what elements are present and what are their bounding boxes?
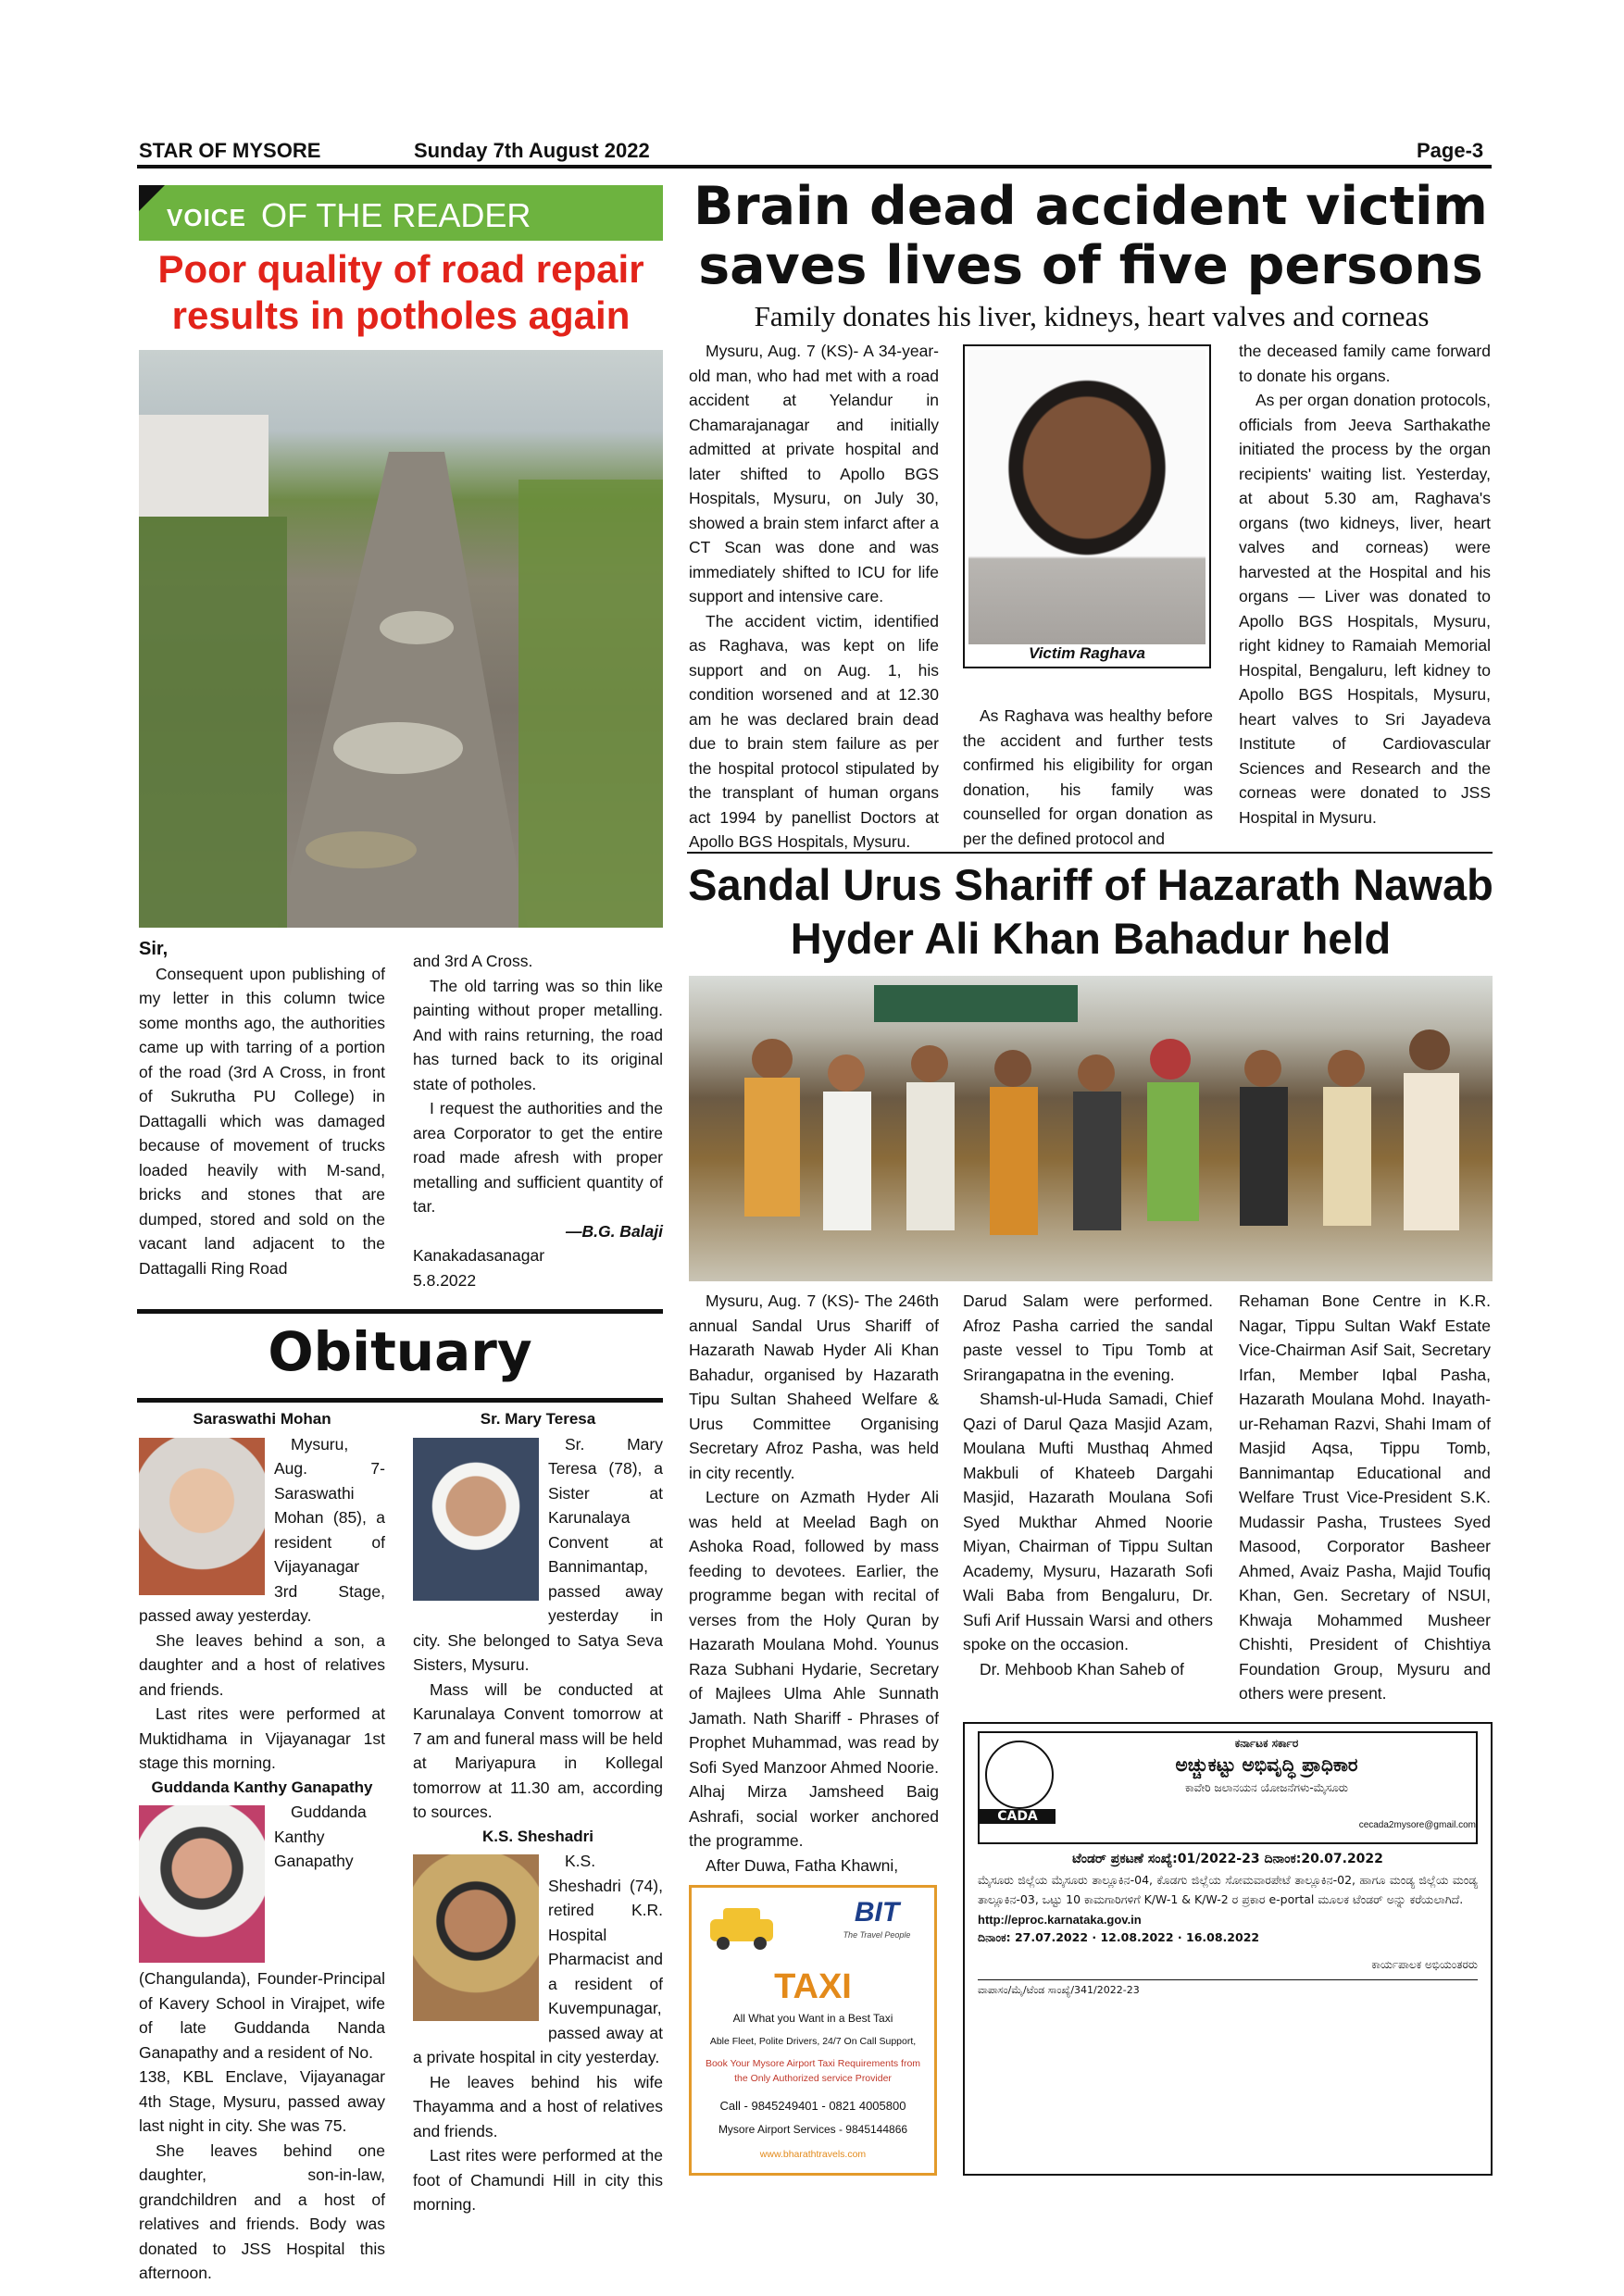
tender-ref: ವಾಪಾಸಂ/ಮೈ/ಟೆಂಡ ಸಾಂಖ್ಯೆ/341/2022-23 — [978, 1979, 1478, 1997]
taxi-web: www.bharathtravels.com — [759, 2149, 867, 2160]
voice-column-1 — [139, 937, 385, 1280]
urus-headline-2: Hyder Ali Khan Bahadur held — [790, 914, 1392, 963]
tender-dates: ದಿನಾಂಕ: 27.07.2022 · 12.08.2022 · 16.08.2022 — [978, 1930, 1260, 1944]
voice-signature: —B.G. Balaji — [565, 1221, 663, 1241]
urus-column-2 — [963, 1289, 1213, 1681]
voice-sign-date: 5.8.2022 — [413, 1270, 477, 1290]
tender-notice: ಟೆಂಡರ್ ಪ್ರಕಟಣೆ ಸಂಖ್ಯೆ:01/2022-23 ದಿನಾಂಕ:20.07.2022 — [1072, 1852, 1383, 1866]
voice-paragraph: Consequent upon publishing of my letter in this column twice some months ago, the authorities came up with tarring of a portion of the road (3rd A Cross, in front of Sukrutha PU College) in Dattagalli which was damaged because of movement of trucks loaded heavily with M-sand, bricks and stones that are dumped, stored and sold on the vacant land adjacent to the Dattagalli Ring Road — [139, 964, 385, 1278]
taxi-phone-1: Call - 9845249401 - 0821 4005800 — [719, 2099, 906, 2113]
tender-ad — [963, 1722, 1493, 2176]
victim-photo-frame — [963, 344, 1211, 668]
taxi-ad — [689, 1885, 937, 2176]
obituary-name: Guddanda Kanthy Ganapathy — [151, 1778, 373, 1796]
voice-headline: Poor quality of road repair results in potholes again — [157, 247, 644, 337]
brain-bottom-rule — [687, 852, 1493, 854]
tender-signer: ಕಾರ್ಯಪಾಲಕ ಅಭಿಯಂತರರು — [1371, 1958, 1478, 1971]
brain-headline-2: saves lives of five persons — [698, 235, 1483, 296]
taxi-line-3: Book Your Mysore Airport Taxi Requirements from the Only Authorized service Provider — [705, 2058, 921, 2084]
obituary-title: Obituary — [268, 1320, 532, 1383]
voice-label-voice: VOICE — [167, 204, 246, 231]
brain-column-2 — [963, 704, 1213, 851]
urus-paragraph: After Duwa, Fatha Khawni, — [706, 1855, 899, 1875]
obituary-text: Mass will be conducted at Karunalaya Convent tomorrow at 7 am and funeral mass will be held at Mariyapura in Kollegal tomorrow at 11.30 am, according to sources. — [413, 1679, 663, 1821]
obituary-photo-saraswathi — [139, 1438, 265, 1595]
obituary-text: Sr. Mary Teresa (78), a Sister at Karunalaya Convent at Bannimantap, passed away yesterday in city. She belonged to Satya Seva Sisters, Mysuru. — [413, 1434, 663, 1674]
tender-body: ಮೈಸೂರು ಜಿಲ್ಲೆಯ ಮೈಸೂರು ತಾಲ್ಲೂಕಿನ-04, ಕೊಡಗು ಜಿಲ್ಲೆಯ ಸೋಮವಾರಪೇಟೆ ತಾಲ್ಲೂಕಿನ-02, ಹಾಗೂ ಮಂಡ್ಯ ಜಿಲ್ಲೆಯ ಮಂಡ್ಯ ತಾಲ್ಲೂಕಿನ-03, ಒಟ್ಟು 10 ಕಾಮಗಾರಿಗಳಿಗೆ K/W-1 & K/W-2 ರ ಪ್ರಕಾರ e-portal ಮೂಲಕ ಟೆಂಡರ್ ಅನ್ನು ಕರೆಯಲಾಗಿದೆ. — [978, 1873, 1478, 1906]
voice-corner — [139, 185, 165, 211]
obituary-column-1 — [139, 1407, 385, 2286]
urus-paragraph: Mysuru, Aug. 7 (KS)- The 246th annual Sandal Urus Shariff of Hazarath Nawab Hyder Ali Khan Bahadur, organised by Hazarath Tipu Sultan Shaheed Welfare & Urus Committee Organising Secretary Afroz Pasha, was held in city recently. — [689, 1292, 939, 1482]
victim-photo — [968, 350, 1206, 644]
brain-column-1 — [689, 339, 939, 855]
obituary-text: Guddanda Kanthy Ganapathy (Changulanda), Founder-Principal of Kavery School in Virajpet, wife of late Guddanda Nanda Ganapathy and a resident of No. — [139, 1803, 385, 2062]
tender-url: http://eproc.karnataka.gov.in — [978, 1913, 1142, 1927]
cada-logo — [985, 1741, 1054, 1809]
obituary-name: Saraswathi Mohan — [193, 1410, 331, 1428]
obituary-text: She leaves behind a son, a daughter and a host of relatives and friends. — [139, 1630, 385, 1699]
obituary-under-rule — [137, 1398, 663, 1403]
voice-continuation: and 3rd A Cross. — [413, 952, 533, 970]
cada-logo-text: CADA — [980, 1809, 1056, 1824]
masthead-rule — [137, 165, 1492, 168]
urus-column-3 — [1239, 1289, 1491, 1706]
road-pothole-photo — [139, 350, 663, 928]
brain-paragraph: Mysuru, Aug. 7 (KS)- A 34-year-old man, who had met with a road accident at Yelandur in Chamarajanagar and initially admitted at private hospital and later shifted to Apollo BGS Hospitals, Mysuru, on July 30, showed a brain stem infarct after a CT Scan was done and was immediately shifted to ICU for life support and intensive care. — [689, 342, 939, 605]
taxi-phone-2: Mysore Airport Services - 9845144866 — [718, 2123, 908, 2136]
urus-column-1 — [689, 1289, 939, 1878]
tender-gov: ಕರ್ನಾಟಕ ಸರ್ಕಾರ — [1234, 1737, 1299, 1750]
urus-event-photo — [689, 976, 1493, 1281]
obituary-text: She leaves behind one daughter, son-in-law, grandchildren and a host of relatives and friends. Body was donated to JSS Hospital this afternoon. — [139, 2140, 385, 2282]
obituary-text: Mysuru, Aug. 7- Saraswathi Mohan (85), a resident of Vijayanagar 3rd Stage, passed away yesterday. — [139, 1434, 385, 1625]
brain-paragraph: As Raghava was healthy before the accident and further tests confirmed his eligibility for organ donation, his family was counselled for organ donation as per the defined protocol and — [963, 706, 1213, 848]
voice-paragraph: I request the authorities and the area Corporator to get the entire road made afresh with proper metalling and sufficient quantity of tar. — [413, 1099, 663, 1216]
taxi-title: TAXI — [774, 1967, 852, 2006]
brain-subhead: Family donates his liver, kidneys, heart valves and corneas — [754, 300, 1430, 332]
urus-continuation: Rehaman Bone Centre in K.R. Nagar, Tippu Sultan Wakf Estate Vice-Chairman Asif Sait, Secretary Irfan, Member Iqbal Pasha, Hazarath Moulana Mohd. Inayath-ur-Rehaman Razvi, Shahi Imam of Masjid Aqsa, Tippu Tomb, Bannimantap Educational and Welfare Trust Vice-President S.K. Mudassir Pasha, Trustees Syed Masood, Corporator Basheer Ahmed, Avaiz Pasha, Majid Toufiq Khan, Gen. Secretary of NSUI, Khwaja Mohammed Musheer Chishti, President of Chishtiya Foundation Group, Mysuru and others were present. — [1239, 1292, 1491, 1703]
obituary-name: Sr. Mary Teresa — [480, 1410, 596, 1428]
voice-banner — [139, 185, 663, 241]
obituary-column-2 — [413, 1407, 663, 2217]
taxi-brand: BIT — [854, 1897, 900, 1928]
urus-paragraph: Dr. Mehboob Khan Saheb of — [980, 1659, 1184, 1678]
urus-continuation: Darud Salam were performed. Afroz Pasha carried the sandal paste vessel to Tipu Tomb at Srirangapatna in the evening. — [963, 1292, 1213, 1384]
obituary-text: He leaves behind his wife Thayamma and a host of relatives and friends. — [413, 2072, 663, 2140]
obituary-photo-ganapathy — [139, 1805, 265, 1963]
taxi-line-2: Able Fleet, Polite Drivers, 24/7 On Call Support, — [709, 2036, 917, 2047]
obituary-text: Last rites were performed at the foot of Chamundi Hill in city this morning. — [413, 2146, 663, 2214]
brain-column-3 — [1239, 339, 1491, 830]
voice-label-rest: OF THE READER — [261, 196, 531, 234]
taxi-line-1: All What you Want in a Best Taxi — [732, 2012, 893, 2025]
masthead-page: Page-3 — [1417, 139, 1484, 162]
obituary-name: K.S. Sheshadri — [482, 1827, 593, 1845]
brain-headline-1: Brain dead accident victim — [693, 176, 1488, 237]
obituary-top-rule — [137, 1309, 663, 1314]
tender-sub: ಕಾವೇರಿ ಜಲಾನಯನ ಯೋಜನೆಗಳು-ಮೈಸೂರು — [1185, 1781, 1348, 1794]
brain-continuation: the deceased family came forward to donate his organs. — [1239, 342, 1491, 385]
road-illustration — [139, 350, 663, 928]
tender-title: ಅಚ್ಚುಕಟ್ಟು ಅಭಿವೃದ್ಧಿ ಪ್ರಾಧಿಕಾರ — [1175, 1753, 1358, 1776]
voice-paragraph: The old tarring was so thin like painting without proper metalling. And with rains returning, the road has turned back to its original state of potholes. — [413, 976, 663, 1093]
urus-crowd-illustration — [689, 976, 1493, 1281]
victim-caption: Victim Raghava — [1029, 644, 1145, 662]
brain-paragraph: The accident victim, identified as Raghava, was kept on life support and on Aug. 1, his condition worsened and at 12.30 am he was declared brain dead due to brain stem failure as per the hospital protocol stipulated by the transplant of human organs act 1994 by panellist Doctors at Apollo BGS Hospitals, Mysuru. — [689, 611, 939, 851]
obituary-text: K.S. Sheshadri (74), retired K.R. Hospital Pharmacist and a resident of Kuvempunagar, passed away at a private hospital in city yesterday. — [413, 1852, 663, 2066]
voice-place: Kanakadasanagar — [413, 1246, 545, 1265]
obituary-photo-mary-teresa — [413, 1438, 539, 1601]
obituary-text: Last rites were performed at Muktidhama in Vijayanagar 1st stage this morning. — [139, 1704, 385, 1772]
masthead-date: Sunday 7th August 2022 — [414, 139, 650, 162]
voice-column-2 — [413, 949, 663, 1292]
tender-header — [978, 1731, 1478, 1844]
urus-paragraph: Lecture on Azmath Hyder Ali was held at Meelad Bagh on Ashoka Road, followed by mass feeding to devotees. Earlier, the programme began with recital of verses from the Holy Quran by Hazarath Moulana Mohd. Younus Raza Subhani Hydarie, Secretary of Majlees Ulma Ahle Sunnath Jamath. Nath Shariff - Phrases of Prophet Muhammad, was read by Sofi Syed Manzoor Ahmed Noorie. Alhaj Mirza Jamsheed Baig Ashrafi, social worker anchored the programme. — [689, 1488, 939, 1850]
obituary-photo-sheshadri — [413, 1854, 539, 2021]
obituary-text: 138, KBL Enclave, Vijayanagar 4th Stage, Mysuru, passed away last night in city. She was 75. — [139, 2067, 385, 2135]
masthead-paper: STAR OF MYSORE — [139, 139, 321, 162]
brain-paragraph: As per organ donation protocols, officials from Jeeva Sarthakathe initiated the process by the organ recipients' waiting list. Yesterday, at about 5.30 am, Raghava's organs (two kidneys, liver, heart valves and corneas) were harvested at the Hospital and his organs — Liver was donated to Apollo BGS Hospitals, Mysuru, right kidney to Ramaiah Memorial Hospital, Bengaluru, left kidney to Apollo BGS Hospitals, Mysuru, heart valves to Sri Jayadeva Institute of Cardiovascular Sciences and Research and the corneas were donated to JSS Hospital in Mysuru. — [1239, 391, 1491, 827]
urus-paragraph: Shamsh-ul-Huda Samadi, Chief Qazi of Darul Qaza Masjid Azam, Moulana Mufti Musthaq Ahmed Makbuli of Khateeb Dargahi Masjid, Hazarath Moulana Sofi Syed Mukthar Ahmed Noorie Miyan, Chairman of Tippu Sultan Academy, Mysuru, Hazarath Sofi Wali Baba from Bengaluru, Dr. Sufi Arif Hussain Warsi and others spoke on the occasion. — [963, 1390, 1213, 1653]
taxi-car-icon — [705, 1901, 779, 1953]
voice-salutation: Sir, — [139, 939, 169, 959]
urus-headline-1: Sandal Urus Shariff of Hazarath Nawab — [688, 860, 1493, 909]
taxi-brand-tag: The Travel People — [843, 1930, 911, 1940]
tender-email: cecada2mysore@gmail.com — [1358, 1820, 1476, 1830]
